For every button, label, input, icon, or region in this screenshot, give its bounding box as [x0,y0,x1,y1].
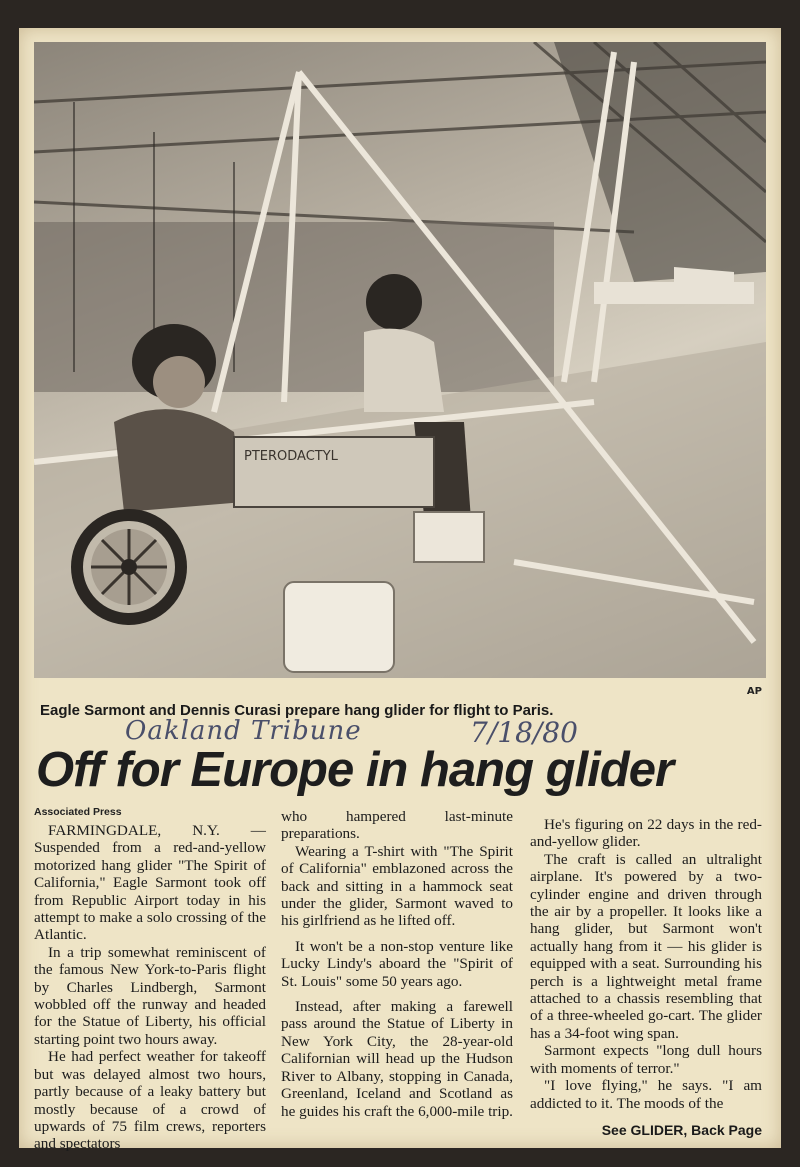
paragraph: Instead, after making a farewell pass around the Statue of Liberty in New York City, the 28-year-old Californian will head up the Hudson River to Albany, stopping in Canada, Greenland, Iceland and Scotland as he guides his craft the 6,000-mile trip. [281,998,513,1120]
handwritten-date: 7/18/80 [470,716,578,749]
paragraph: He had perfect weather for takeoff but was delayed almost two hours, partly because of a leaky battery but mostly because of a crowd of upwards of 75 film crews, reporters and spectators [34,1048,266,1153]
paragraph: Wearing a T-shirt with "The Spirit of California" emblazoned across the back and sitting in a hammock seat under the glider, Sarmont waved to his girlfriend as he lifted off. [281,842,513,930]
article-column-1 [34,822,266,1153]
paragraph: who hampered last-minute preparations. [281,808,513,843]
news-photo [34,42,766,678]
article-column-3 [530,816,762,1112]
paragraph: In a trip somewhat reminiscent of the famous New York-to-Paris flight by Charles Lindbergh, Sarmont wobbled off the runway and headed for the Statue of Liberty, his official starting point two hours away. [34,943,266,1048]
paragraph: The craft is called an ultralight airplane. It's powered by a two-cylinder engine and driven through the air by a propeller. It looks like a hang glider, but Sarmont won't actually hang from it — his glider is equipped with a seat. Surrounding his perch is a lightweight metal frame attached to a chassis resembling that of a three-wheeled go-cart. The glider has a 34-foot wing span. [530,850,762,1042]
article-column-2 [281,808,513,1120]
continuation-note: See GLIDER, Back Page [601,1122,762,1138]
paragraph: "I love flying," he says. "I am addicted to it. The moods of the [530,1077,762,1112]
paragraph: He's figuring on 22 days in the red-and-yellow glider. [530,816,762,851]
headline: Off for Europe in hang glider [36,743,674,797]
paragraph: It won't be a non-stop venture like Lucky Lindy's aboard the "Spirit of St. Louis" some 50 years ago. [281,937,513,990]
photo-caption: Eagle Sarmont and Dennis Curasi prepare hang glider for flight to Paris. [40,702,554,719]
byline: Associated Press [34,806,122,818]
pterodactyl-plate: PTERODACTYL [244,449,338,464]
paragraph: FARMINGDALE, N.Y. — Suspended from a red-and-yellow motorized hang glider "The Spirit of California," Eagle Sarmont took off from Republic Airport today in his attempt to make a solo crossing of the Atlantic. [34,822,266,944]
paragraph: Sarmont expects "long dull hours with moments of terror." [530,1042,762,1077]
photo-illustration [34,42,766,678]
photo-credit: AP [746,686,762,697]
handwritten-source: Oakland Tribune [125,716,362,746]
